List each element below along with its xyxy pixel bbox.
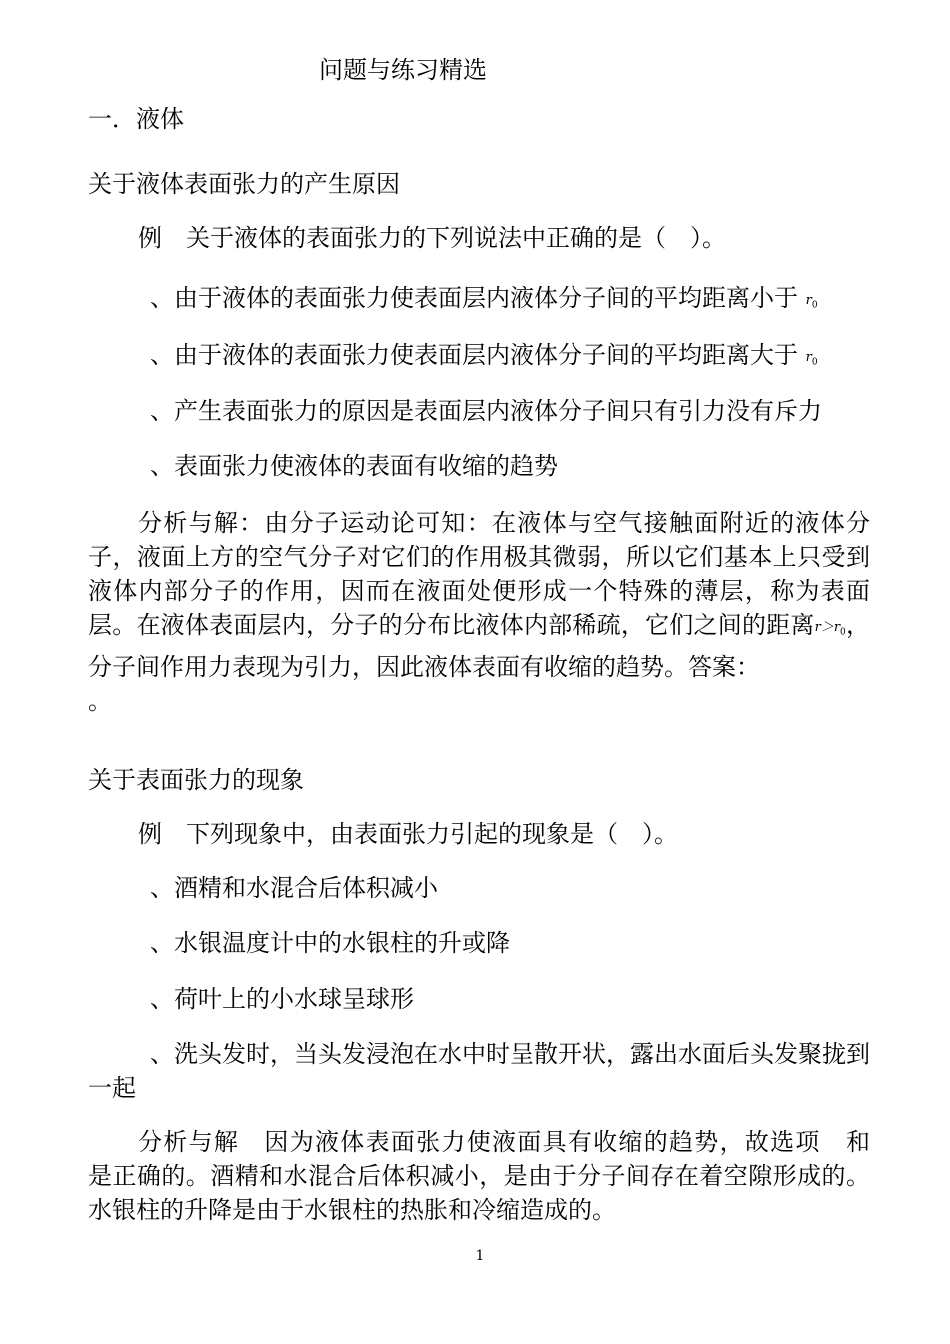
topic1-question: 例 关于液体的表面张力的下列说法中正确的是（ ）。 (138, 224, 726, 252)
topic2-option-c: 、荷叶上的小水球呈球形 (150, 985, 414, 1013)
topic2-option-d: 、洗头发时，当头发浸泡在水中时呈散开状，露出水面后头发聚拢到一起 (88, 1040, 870, 1102)
topic1-option-c: 、产生表面张力的原因是表面层内液体分子间只有引力没有斥力 (150, 397, 822, 425)
r0-symbol: $r_0$ (805, 350, 818, 368)
section-heading: 一．液体 (88, 105, 184, 133)
option-text: 、由于液体的表面张力使表面层内液体分子间的平均距离小于 (150, 284, 798, 312)
topic1-analysis: 分析与解：由分子运动论可知：在液体与空气接触面附近的液体分子，液面上方的空气分子对它们的作用极其微弱，所以它们基本上只受到液体内部分子的作用，因而在液面处便形成一个特殊的薄层，称为表面层。在液体表面层内，分子的分布比液体内部稀疏，它们之间的距离$r>r_0$，分子间作用力表现为引力，因此液体表面有收缩的趋势。答案： 。 (88, 509, 871, 715)
option-text: 、由于液体的表面张力使表面层内液体分子间的平均距离大于 (150, 341, 798, 369)
topic1-option-b (150, 341, 818, 377)
topic2-option-a: 、酒精和水混合后体积减小 (150, 874, 438, 902)
topic2-analysis: 分析与解 因为液体表面张力使液面具有收缩的趋势，故选项 和 是正确的。酒精和水混合后体积减小，是由于分子间存在着空隙形成的。水银柱的升降是由于水银柱的热胀和冷缩造成的。 (88, 1128, 894, 1224)
topic1-heading: 关于液体表面张力的产生原因 (88, 170, 400, 198)
topic2-question: 例 下列现象中，由表面张力引起的现象是（ ）。 (138, 820, 678, 848)
topic1-option-a (150, 284, 818, 320)
topic1-option-d: 、表面张力使液体的表面有收缩的趋势 (150, 452, 558, 480)
topic2-option-b: 、水银温度计中的水银柱的升或降 (150, 929, 510, 957)
topic2-heading: 关于表面张力的现象 (88, 766, 304, 794)
r-greater-r0-symbol: $r>r_0$ (814, 620, 846, 638)
document-title: 问题与练习精选 (319, 56, 487, 84)
r0-symbol: $r_0$ (805, 293, 818, 311)
page-number: 1 (475, 1248, 485, 1264)
